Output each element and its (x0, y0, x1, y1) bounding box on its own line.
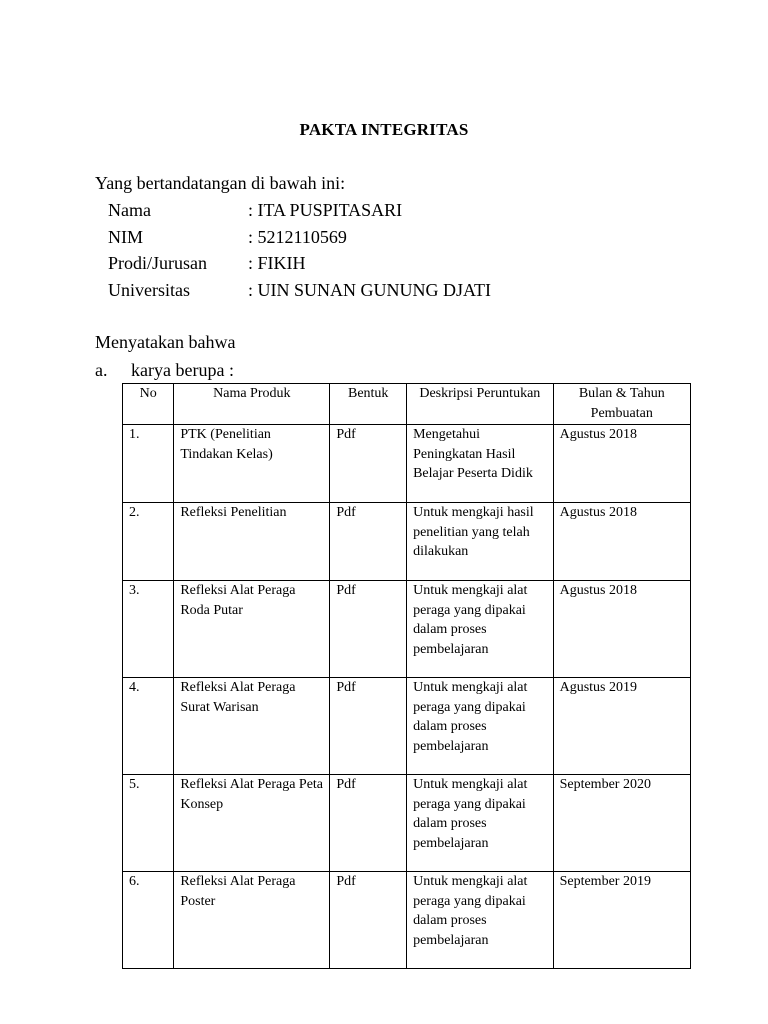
table-row (123, 503, 691, 581)
info-label: Prodi/Jurusan (108, 253, 207, 273)
header-bentuk: Bentuk (330, 384, 407, 425)
karya-table (122, 383, 691, 969)
cell-bulan-tahun: Agustus 2019 (553, 678, 690, 775)
table-row (123, 775, 691, 872)
cell-deskripsi: Untuk mengkaji hasil penelitian yang telah dilakukan (407, 503, 553, 581)
cell-bentuk: Pdf (330, 425, 407, 503)
cell-bulan-tahun: September 2020 (553, 775, 690, 872)
cell-bentuk: Pdf (330, 581, 407, 678)
list-text: karya berupa : (131, 360, 234, 380)
cell-nama-produk: Refleksi Alat Peraga Poster (174, 872, 330, 969)
info-value: : 5212110569 (248, 227, 347, 247)
cell-no: 1. (123, 425, 174, 503)
cell-bulan-tahun: Agustus 2018 (553, 425, 690, 503)
table-row (123, 678, 691, 775)
list-item-a (95, 360, 234, 381)
list-letter: a. (95, 360, 108, 380)
cell-no: 5. (123, 775, 174, 872)
table-row (123, 581, 691, 678)
info-row-nim (108, 227, 347, 248)
cell-nama-produk: Refleksi Alat Peraga Surat Warisan (174, 678, 330, 775)
cell-deskripsi: Untuk mengkaji alat peraga yang dipakai dalam proses pembelajaran (407, 872, 553, 969)
cell-bentuk: Pdf (330, 503, 407, 581)
cell-bentuk: Pdf (330, 872, 407, 969)
cell-no: 6. (123, 872, 174, 969)
cell-nama-produk: Refleksi Penelitian (174, 503, 330, 581)
document-title: PAKTA INTEGRITAS (299, 120, 469, 139)
intro-text: Yang bertandatangan di bawah ini: (95, 173, 346, 193)
cell-nama-produk: Refleksi Alat Peraga Roda Putar (174, 581, 330, 678)
header-bulan-tahun: Bulan & Tahun Pembuatan (553, 384, 690, 425)
info-value: : UIN SUNAN GUNUNG DJATI (248, 280, 491, 300)
cell-no: 3. (123, 581, 174, 678)
cell-deskripsi: Untuk mengkaji alat peraga yang dipakai dalam proses pembelajaran (407, 581, 553, 678)
cell-bentuk: Pdf (330, 678, 407, 775)
info-row-prodi (108, 253, 306, 274)
info-value: : FIKIH (248, 253, 306, 273)
cell-deskripsi: Untuk mengkaji alat peraga yang dipakai dalam proses pembelajaran (407, 775, 553, 872)
cell-bulan-tahun: Agustus 2018 (553, 503, 690, 581)
info-row-nama (108, 200, 402, 221)
header-nama-produk: Nama Produk (174, 384, 330, 425)
info-value: : ITA PUSPITASARI (248, 200, 403, 220)
statement-text: Menyatakan bahwa (95, 332, 236, 352)
info-label: Universitas (108, 280, 190, 300)
table-row (123, 872, 691, 969)
table-header-row (123, 384, 691, 425)
header-no: No (123, 384, 174, 425)
cell-nama-produk: Refleksi Alat Peraga Peta Konsep (174, 775, 330, 872)
info-label: Nama (108, 200, 151, 220)
cell-bentuk: Pdf (330, 775, 407, 872)
cell-bulan-tahun: Agustus 2018 (553, 581, 690, 678)
table-row (123, 425, 691, 503)
info-label: NIM (108, 227, 143, 247)
cell-nama-produk: PTK (Penelitian Tindakan Kelas) (174, 425, 330, 503)
info-row-universitas (108, 280, 491, 301)
cell-deskripsi: Untuk mengkaji alat peraga yang dipakai dalam proses pembelajaran (407, 678, 553, 775)
cell-no: 4. (123, 678, 174, 775)
cell-deskripsi: Mengetahui Peningkatan Hasil Belajar Peserta Didik (407, 425, 553, 503)
header-deskripsi: Deskripsi Peruntukan (407, 384, 553, 425)
cell-bulan-tahun: September 2019 (553, 872, 690, 969)
cell-no: 2. (123, 503, 174, 581)
